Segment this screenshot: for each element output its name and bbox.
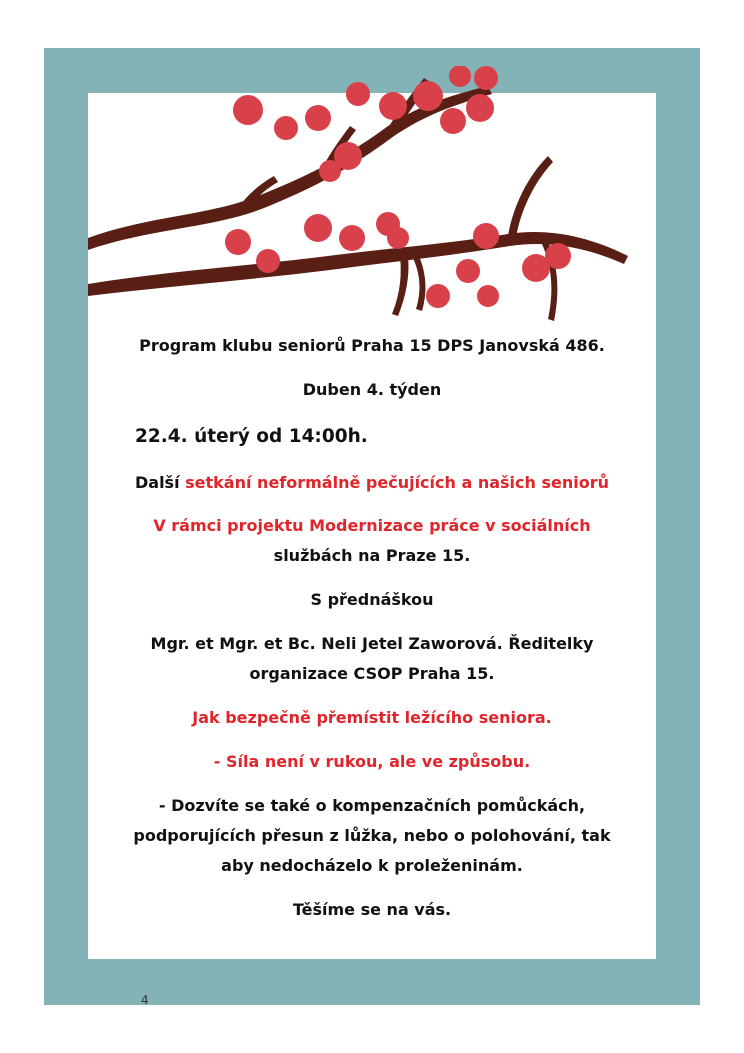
lecture-motto: - Síla není v rukou, ale ve způsobu. <box>213 752 531 771</box>
program-week: Duben 4. týden <box>302 380 442 399</box>
details-line-3: aby nedocházelo k proleženinám. <box>221 856 523 875</box>
meeting-prefix: Další <box>134 473 180 492</box>
program-title: Program klubu seniorů Praha 15 DPS Janovská 486. <box>139 336 605 355</box>
cherry-blossom-branch-illustration <box>88 66 668 346</box>
speaker-line-1: Mgr. et Mgr. et Bc. Neli Jetel Zaworová. Ředitelky <box>150 634 594 653</box>
meeting-highlight: setkání neformálně pečujících a našich seniorů <box>185 473 609 492</box>
page-number: 4 <box>141 993 149 1007</box>
program-date-time: 22.4. úterý od 14:00h. <box>135 426 368 447</box>
details-line-2: podporujících přesun z lůžka, nebo o polohování, tak <box>133 826 611 845</box>
project-line-2: službách na Praze 15. <box>273 546 471 565</box>
project-line-1: V rámci projektu Modernizace práce v sociálních <box>153 516 591 535</box>
lecture-intro: S přednáškou <box>310 590 434 609</box>
closing-line: Těšíme se na vás. <box>292 900 452 919</box>
speaker-line-2: organizace CSOP Praha 15. <box>249 664 495 683</box>
meeting-line <box>88 473 656 492</box>
details-line-1: - Dozvíte se také o kompenzačních pomůckách, <box>158 796 586 815</box>
lecture-topic: Jak bezpečně přemístit ležícího seniora. <box>192 708 552 727</box>
